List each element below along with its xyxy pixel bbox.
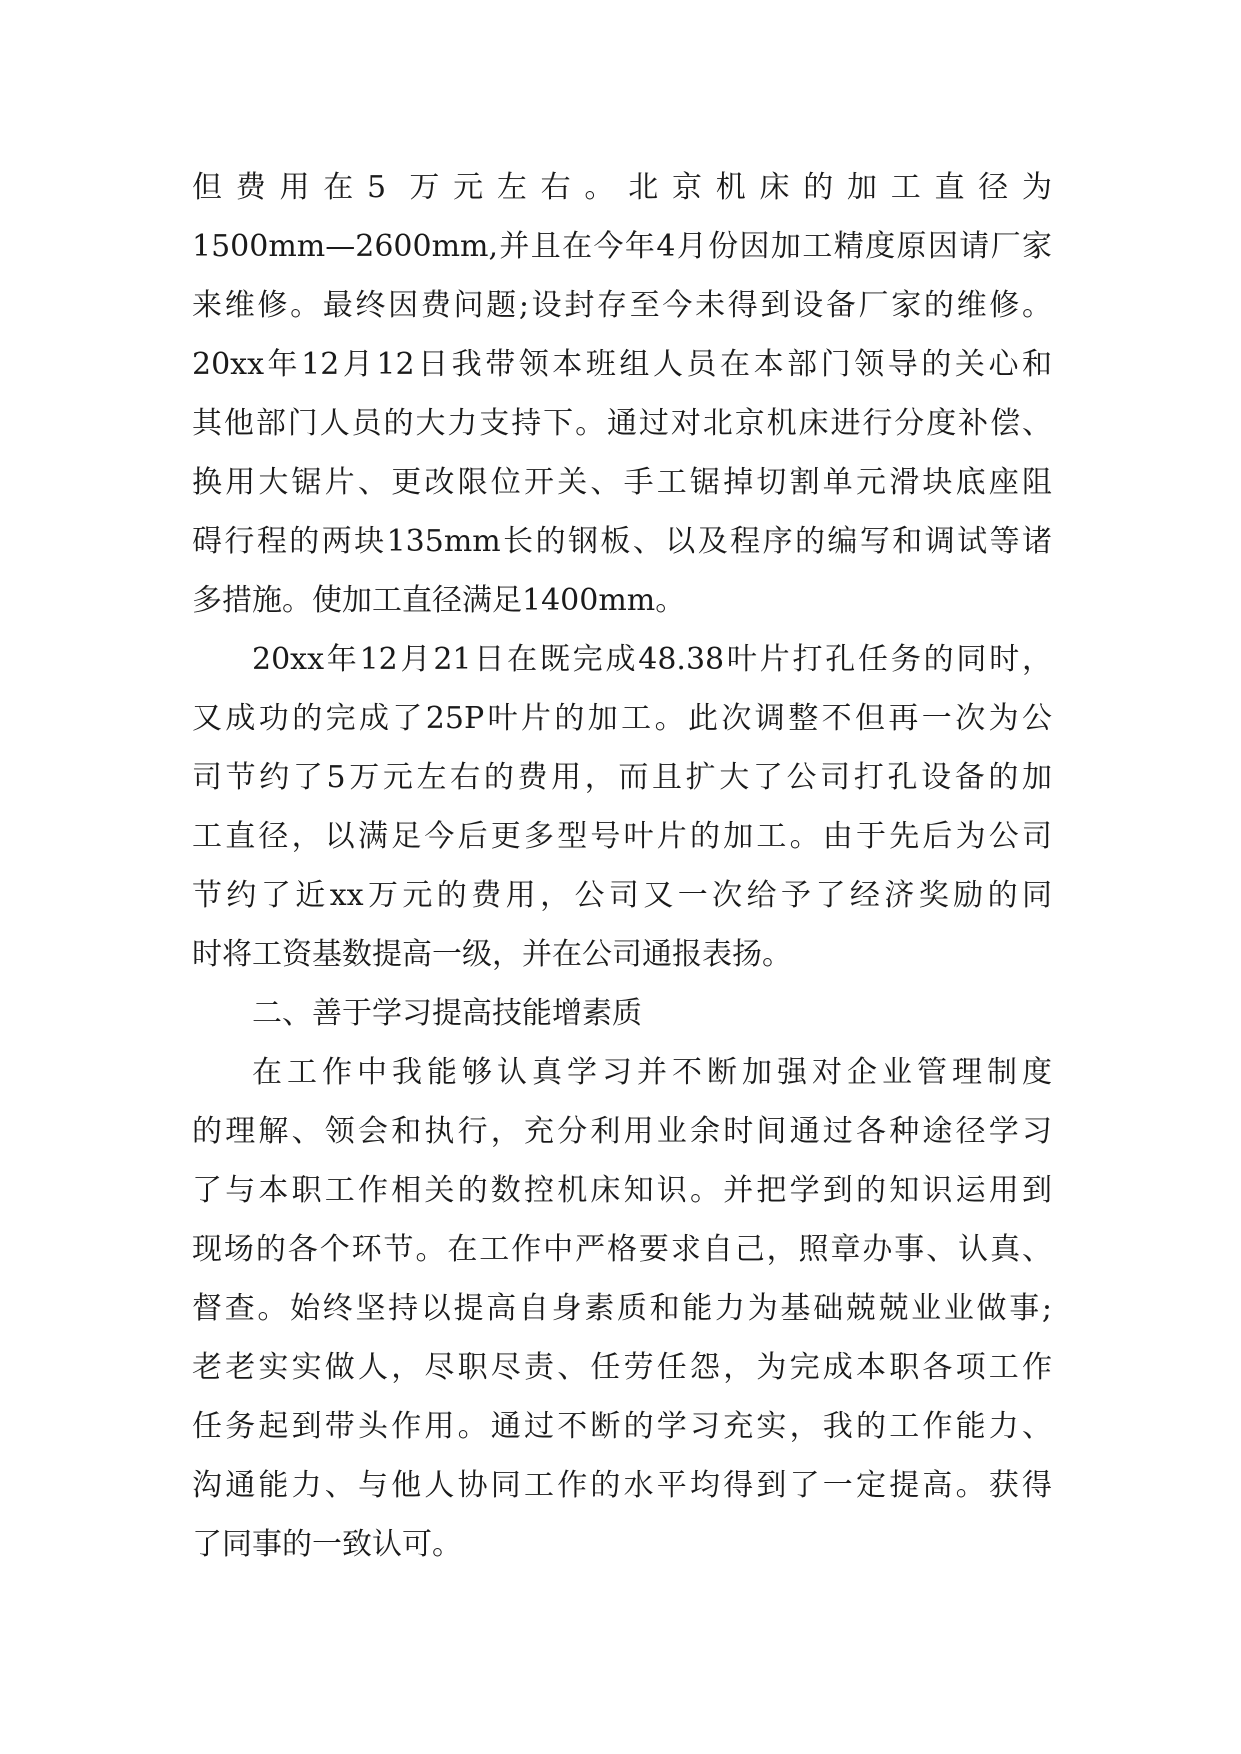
paragraph-line: 20xx年12月21日在既完成48.38叶片打孔任务的同时， — [252, 642, 1052, 677]
paragraph-line: 又成功的完成了25P叶片的加工。此次调整不但再一次为公 — [192, 701, 1052, 736]
paragraph-line: 但费用在5 万元左右。北京机床的加工直径为 — [192, 170, 1052, 205]
paragraph-line: 其他部门人员的大力支持下。通过对北京机床进行分度补偿、 — [192, 406, 1052, 441]
paragraph-line: 了同事的一致认可。 — [192, 1527, 462, 1562]
paragraph-line: 换用大锯片、更改限位开关、手工锯掉切割单元滑块底座阻 — [192, 465, 1052, 500]
paragraph-line: 节约了近xx万元的费用，公司又一次给予了经济奖励的同 — [192, 878, 1052, 913]
paragraph-line: 督查。始终坚持以提高自身素质和能力为基础兢兢业业做事; — [192, 1291, 1052, 1326]
paragraph-line: 老老实实做人，尽职尽责、任劳任怨，为完成本职各项工作 — [192, 1350, 1052, 1385]
paragraph-line: 碍行程的两块135mm长的钢板、以及程序的编写和调试等诸 — [192, 524, 1052, 559]
paragraph-line: 了与本职工作相关的数控机床知识。并把学到的知识运用到 — [192, 1173, 1052, 1208]
section-heading: 二、善于学习提高技能增素质 — [252, 996, 642, 1031]
paragraph-line: 工直径，以满足今后更多型号叶片的加工。由于先后为公司 — [192, 819, 1052, 854]
paragraph-line: 在工作中我能够认真学习并不断加强对企业管理制度 — [252, 1055, 1052, 1090]
paragraph-line: 1500mm—2600mm,并且在今年4月份因加工精度原因请厂家 — [192, 229, 1052, 264]
paragraph-line: 现场的各个环节。在工作中严格要求自己，照章办事、认真、 — [192, 1232, 1052, 1267]
paragraph-line: 任务起到带头作用。通过不断的学习充实，我的工作能力、 — [192, 1409, 1052, 1444]
paragraph-line: 沟通能力、与他人协同工作的水平均得到了一定提高。获得 — [192, 1468, 1052, 1503]
paragraph-line: 司节约了5万元左右的费用，而且扩大了公司打孔设备的加 — [192, 760, 1052, 795]
paragraph-line: 时将工资基数提高一级，并在公司通报表扬。 — [192, 937, 792, 972]
paragraph-line: 来维修。最终因费问题;设封存至今未得到设备厂家的维修。 — [192, 288, 1052, 323]
paragraph-line: 多措施。使加工直径满足1400mm。 — [192, 583, 686, 618]
document-body — [192, 158, 1052, 1574]
paragraph-line: 20xx年12月12日我带领本班组人员在本部门领导的关心和 — [192, 347, 1052, 382]
paragraph-line: 的理解、领会和执行，充分利用业余时间通过各种途径学习 — [192, 1114, 1052, 1149]
